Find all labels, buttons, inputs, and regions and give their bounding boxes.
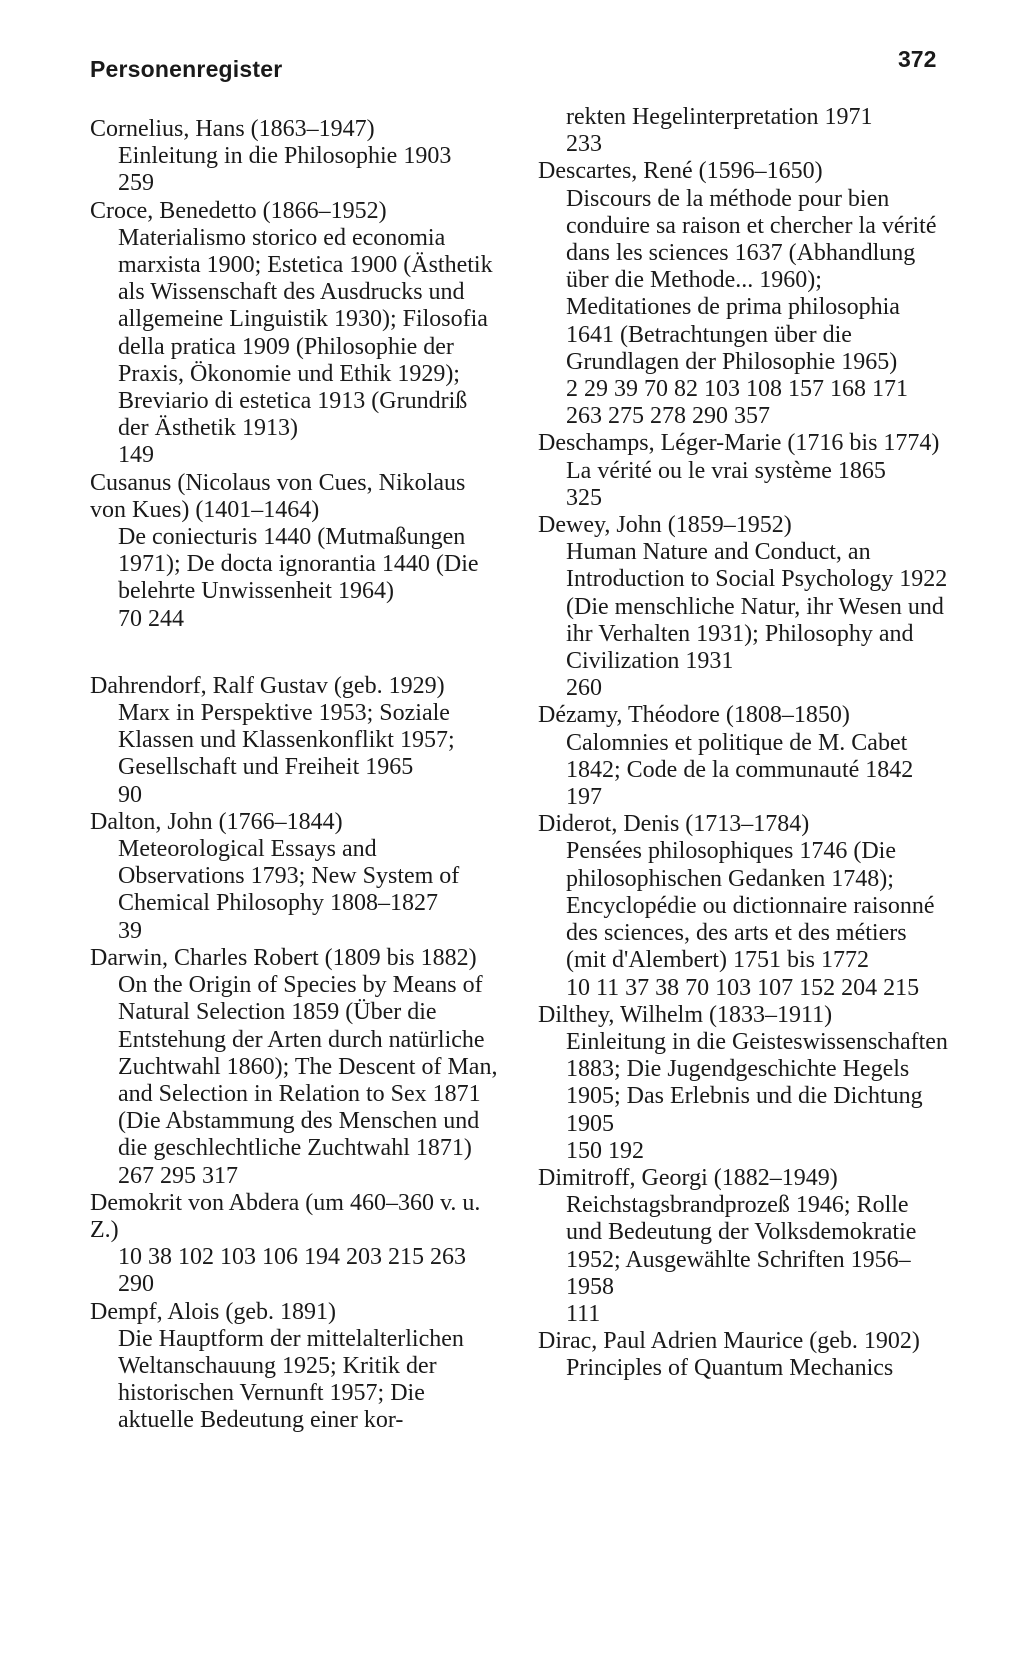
entry-name: Dilthey, Wilhelm (1833–1911)	[538, 1001, 833, 1028]
entry-name: Diderot, Denis (1713–1784)	[538, 811, 810, 838]
entry-name: Cornelius, Hans (1863–1947)	[90, 116, 375, 142]
entry-pages: 39	[118, 917, 142, 944]
entry-works: Discours de la méthode pour bien conduire sa raison et chercher la vérité dans les sciences 1637 (Abhandlung über die Methode... 1960); Meditationes de prima philosophia 1641 (Betrachtungen über die Grundlagen der Philosophie 1965)	[566, 185, 943, 375]
index-entry	[90, 944, 504, 1190]
entry-pages: 2 29 39 70 82 103 108 157 168 171 263 275 278 290 357	[566, 376, 914, 430]
entry-pages: 325	[566, 484, 602, 511]
entry-name: Dempf, Alois (geb. 1891)	[90, 1298, 336, 1325]
entry-works: Human Nature and Conduct, an Introduction to Social Psychology 1922 (Die menschliche Natur, ihr Wesen und ihr Verhalten 1931); Philosophy and Civilization 1931	[566, 539, 954, 675]
index-entry	[90, 809, 500, 945]
entry-works: On the Origin of Species by Means of Natural Selection 1859 (Über die Entstehung der Arten durch natürliche Zuchtwahl 1860); The Descent of Man, and Selection in Relation to Sex 1871 (Die Abstammung des Menschen und die geschlechtliche Zuchtwahl 1871)	[118, 972, 504, 1162]
index-entry	[538, 1165, 948, 1328]
page-number: 372	[898, 46, 937, 72]
entry-works: Principles of Quantum Mechanics	[566, 1355, 894, 1382]
entry-pages: 267 295 317	[118, 1162, 238, 1189]
index-entry	[90, 198, 500, 470]
index-entry	[90, 1299, 500, 1435]
entry-works: rekten Hegelinterpretation 1971	[566, 104, 873, 130]
index-entry	[538, 1001, 954, 1165]
index-entry	[90, 1190, 500, 1299]
index-entry	[90, 673, 500, 809]
entry-name: Cusanus (Nicolaus von Cues, Nikolaus von Kues) (1401–1464)	[90, 469, 472, 523]
entry-pages: 70 244	[118, 605, 184, 632]
entry-pages: 10 38 102 103 106 194 203 215 263 290	[118, 1244, 472, 1298]
entry-works: Materialismo storico ed economia marxista 1900; Estetica 1900 (Ästhetik als Wissenschaft des Ausdrucks und allgemeine Linguistik 1930); Filosofia della pratica 1909 (Philosophie der Praxis, Ökonomie und Ethik 1929); Breviario di estetica 1913 (Grundriß der Ästhetik 1913)	[118, 224, 499, 442]
index-entry	[538, 158, 948, 430]
entry-name: Darwin, Charles Robert (1809 bis 1882)	[90, 944, 477, 971]
left-column	[90, 116, 504, 1435]
index-entry	[90, 116, 500, 198]
right-column	[538, 104, 954, 1383]
entry-name: Demokrit von Abdera (um 460–360 v. u. Z.)	[90, 1189, 487, 1243]
entry-name: Deschamps, Léger-Marie (1716 bis 1774)	[538, 430, 940, 457]
entry-works: Einleitung in die Geisteswissenschaften 1883; Die Jugendgeschichte Hegels 1905; Das Erlebnis und die Dichtung 1905	[566, 1028, 954, 1137]
entry-works: Pensées philosophiques 1746 (Die philosophischen Gedanken 1748); Encyclopédie ou dictionnaire raisonné des sciences, des arts et des métiers (mit d'Alembert) 1751 bis 1772	[566, 838, 941, 974]
index-entry	[538, 811, 948, 1001]
entry-name: Croce, Benedetto (1866–1952)	[90, 197, 387, 224]
index-entry	[538, 430, 948, 512]
entry-works: La vérité ou le vrai système 1865	[566, 457, 886, 484]
index-entry	[90, 470, 500, 633]
entry-name: Dalton, John (1766–1844)	[90, 808, 343, 835]
entry-works: De coniecturis 1440 (Mutmaßungen 1971); De docta ignorantia 1440 (Die belehrte Unwissenheit 1964)	[118, 524, 485, 605]
entry-name: Dirac, Paul Adrien Maurice (geb. 1902)	[538, 1328, 920, 1355]
entry-name: Dimitroff, Georgi (1882–1949)	[538, 1164, 838, 1191]
entry-pages: 111	[566, 1300, 601, 1327]
entry-pages: 197	[566, 784, 602, 811]
entry-name: Descartes, René (1596–1650)	[538, 158, 823, 185]
section-title: Personenregister	[90, 56, 283, 82]
entry-pages: 259	[118, 170, 154, 197]
entry-pages: 149	[118, 442, 154, 469]
entry-works: Meteorological Essays and Observations 1793; New System of Chemical Philosophy 1808–1827	[118, 836, 466, 917]
entry-pages: 150 192	[566, 1137, 644, 1164]
index-entry	[538, 512, 954, 702]
index-entry-continuation	[538, 104, 948, 158]
entry-pages: 10 11 37 38 70 103 107 152 204 215	[566, 974, 920, 1001]
letter-group-gap	[90, 633, 500, 673]
entry-works: Die Hauptform der mittelalterlichen Weltanschauung 1925; Kritik der historischen Vernunft 1957; Die aktuelle Bedeutung einer kor-	[118, 1325, 470, 1434]
entry-pages: 233	[566, 131, 602, 158]
entry-works: Einleitung in die Philosophie 1903	[118, 143, 452, 170]
entry-works: Reichstagsbrandprozeß 1946; Rolle und Bedeutung der Volksdemokratie 1952; Ausgewählte Schriften 1956–1958	[566, 1192, 923, 1300]
entry-pages: 260	[566, 675, 602, 702]
entry-works: Marx in Perspektive 1953; Soziale Klassen und Klassenkonflikt 1957; Gesellschaft und Freiheit 1965	[118, 700, 461, 781]
entry-name: Dewey, John (1859–1952)	[538, 512, 792, 539]
entry-works: Calomnies et politique de M. Cabet 1842; Code de la communauté 1842	[566, 729, 914, 783]
index-entry	[538, 702, 948, 811]
entry-name: Dahrendorf, Ralf Gustav (geb. 1929)	[90, 672, 445, 699]
index-entry	[538, 1328, 948, 1382]
entry-name: Dézamy, Théodore (1808–1850)	[538, 702, 850, 729]
entry-pages: 90	[118, 781, 142, 808]
